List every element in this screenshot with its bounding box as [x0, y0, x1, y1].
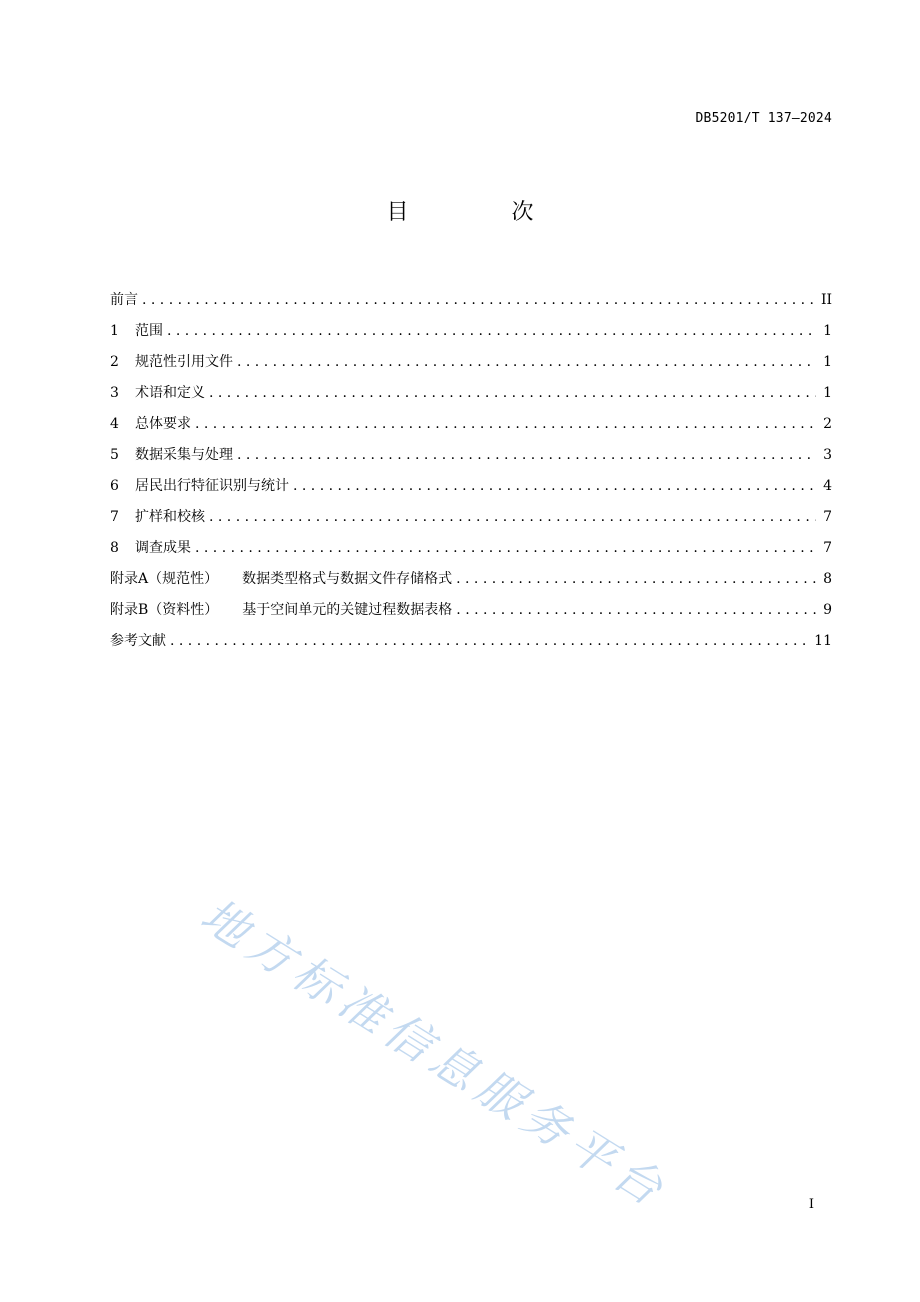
toc-leader-dots — [170, 631, 810, 651]
toc-entry-foreword[interactable] — [110, 279, 832, 310]
toc-entry-number: 6 — [110, 478, 119, 494]
toc-leader-dots — [195, 538, 816, 558]
toc-entry-label: 附录B（资料性） — [110, 602, 219, 618]
toc-leader-dots — [167, 321, 816, 341]
toc-leader-dots — [293, 476, 816, 496]
toc-leader-dots — [209, 507, 816, 527]
toc-leader-dots — [456, 600, 816, 620]
toc-entry-number: 7 — [110, 509, 119, 525]
toc-entry-general-requirements[interactable] — [110, 403, 832, 434]
toc-entry-travel-characteristics[interactable] — [110, 465, 832, 496]
toc-entry-normative-references[interactable] — [110, 341, 832, 372]
toc-entry-page: 1 — [823, 385, 832, 401]
table-of-contents — [110, 279, 832, 651]
toc-entry-subtitle: 基于空间单元的关键过程数据表格 — [242, 602, 453, 618]
toc-entry-page: 7 — [823, 540, 832, 556]
toc-entry-appendix-a[interactable] — [110, 558, 832, 589]
toc-entry-number: 8 — [110, 540, 119, 556]
toc-entry-page: II — [820, 292, 832, 308]
toc-entry-number: 5 — [110, 447, 119, 463]
toc-entry-page: 3 — [823, 447, 832, 463]
watermark-text: 地方标准信息服务平台 — [191, 887, 679, 1220]
toc-entry-label: 范围 — [135, 323, 163, 339]
toc-entry-label: 附录A（规范性） — [110, 571, 219, 587]
toc-title: 目 次 — [386, 200, 582, 225]
toc-leader-dots — [209, 383, 816, 403]
toc-entry-page: 9 — [823, 602, 832, 618]
toc-leader-dots — [456, 569, 816, 589]
toc-entry-page: 1 — [823, 354, 832, 370]
toc-entry-label: 数据采集与处理 — [135, 447, 233, 463]
toc-leader-dots — [142, 290, 816, 310]
document-code: DB5201/T 137—2024 — [695, 111, 832, 126]
toc-entry-page: 2 — [823, 416, 832, 432]
toc-entry-page: 11 — [814, 633, 832, 649]
toc-leader-dots — [195, 414, 816, 434]
toc-entry-appendix-b[interactable] — [110, 589, 832, 620]
toc-entry-label: 总体要求 — [135, 416, 191, 432]
page-number: I — [808, 1197, 814, 1212]
toc-entry-subtitle: 数据类型格式与数据文件存储格式 — [242, 571, 453, 587]
toc-entry-page: 8 — [823, 571, 832, 587]
toc-entry-label: 居民出行特征识别与统计 — [135, 478, 289, 494]
toc-entry-label: 参考文献 — [110, 633, 166, 649]
toc-entry-number: 2 — [110, 354, 119, 370]
toc-entry-data-collection[interactable] — [110, 434, 832, 465]
toc-entry-page: 7 — [823, 509, 832, 525]
toc-entry-page: 4 — [823, 478, 832, 494]
toc-leader-dots — [237, 352, 816, 372]
toc-entry-terms-definitions[interactable] — [110, 372, 832, 403]
toc-entry-label: 规范性引用文件 — [135, 354, 233, 370]
toc-entry-number: 3 — [110, 385, 119, 401]
toc-entry-bibliography[interactable] — [110, 620, 832, 651]
toc-entry-label: 扩样和校核 — [135, 509, 205, 525]
toc-entry-page: 1 — [823, 323, 832, 339]
toc-entry-scope[interactable] — [110, 310, 832, 341]
toc-entry-label: 术语和定义 — [135, 385, 205, 401]
toc-entry-label: 前言 — [110, 292, 138, 308]
toc-entry-number: 4 — [110, 416, 119, 432]
toc-entry-expansion-calibration[interactable] — [110, 496, 832, 527]
toc-entry-survey-results[interactable] — [110, 527, 832, 558]
toc-entry-label: 调查成果 — [135, 540, 191, 556]
toc-entry-number: 1 — [110, 323, 119, 339]
toc-leader-dots — [237, 445, 816, 465]
